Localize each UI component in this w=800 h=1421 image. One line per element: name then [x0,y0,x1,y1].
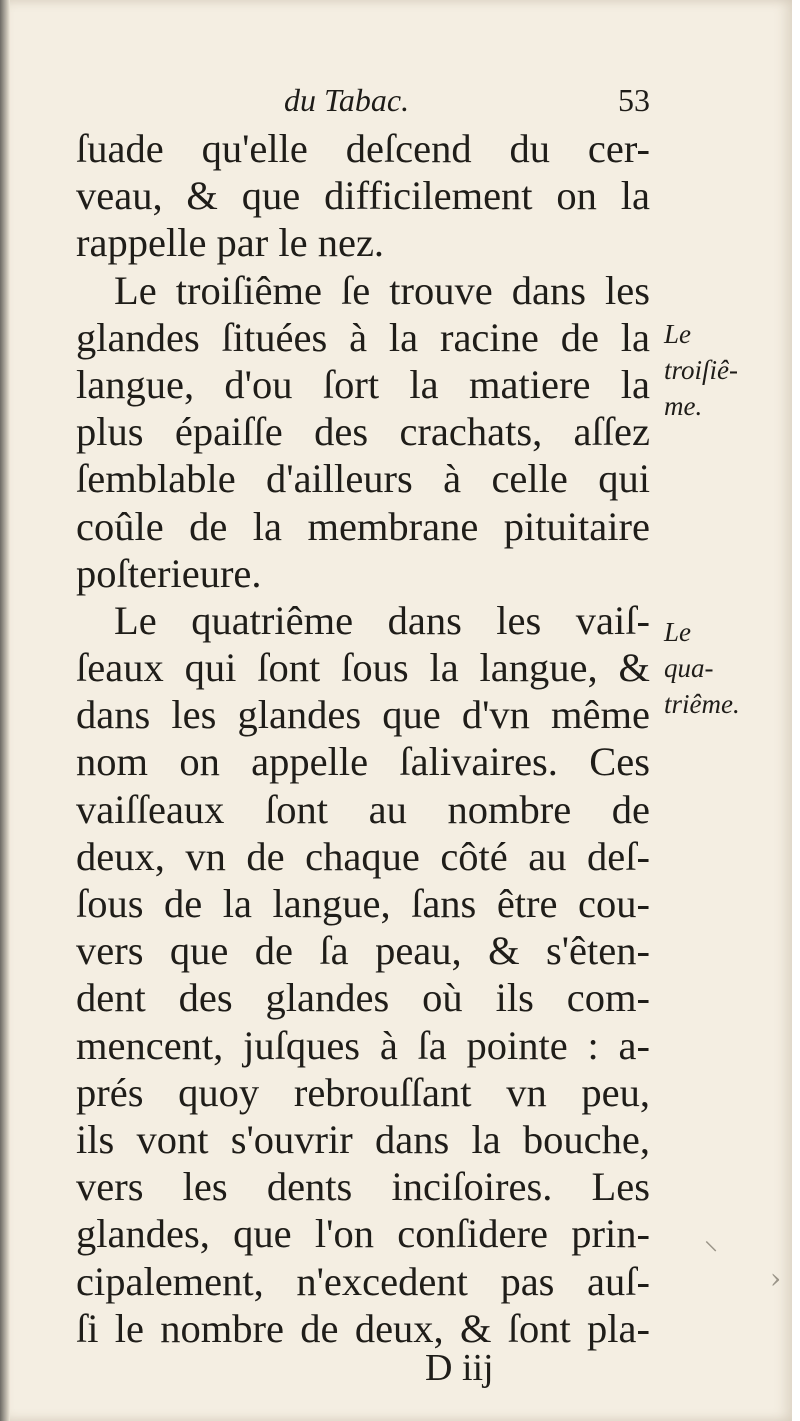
text-line: dent des glandes où ils com- [76,975,650,1021]
text-line: glandes, que l'on conſidere prin- [76,1211,650,1257]
page-gutter [0,0,10,1421]
text-line: vers les dents inciſoires. Les [76,1164,650,1210]
text-line: Le troiſiême ſe trouve dans les [114,267,650,313]
text-line: prés quoy rebrouſſant vn peu, [76,1069,650,1115]
running-title: du Tabac. [284,82,410,118]
margin-note-troisieme [664,316,790,424]
text-line: cipalement, n'excedent pas auſ- [76,1258,650,1304]
body-text [76,125,650,1352]
text-line: nom on appelle ſalivaires. Ces [76,739,650,785]
text-line: mencent, juſques à ſa pointe : a- [76,1022,650,1068]
text-line: poſterieure. [76,550,262,596]
text-line: veau, & que difficilement on la [76,173,650,219]
text-line: ſuade qu'elle deſcend du cer- [76,126,650,171]
margin-note-line: troiſiê- [664,355,738,385]
margin-note-line: me. [664,391,703,421]
page-number: 53 [618,82,650,118]
text-line: vers que de ſa peau, & s'êten- [76,928,650,974]
ink-smudge: ⸌ [704,1235,719,1268]
text-line: deux, vn de chaque côté au deſ- [76,833,650,879]
text-line: Le quatriême dans les vaiſ- [114,597,650,643]
text-line: dans les glandes que d'vn même [76,692,650,738]
margin-note-line: Le [664,319,691,349]
text-line: langue, d'ou ſort la matiere la [76,361,650,407]
margin-note-quatrieme [664,614,790,722]
margin-note-line: qua- [664,653,714,683]
signature-mark: D iij [425,1347,494,1389]
ink-smudge: › [770,1262,782,1295]
text-line: plus épaiſſe des crachats, aſſez [76,409,650,455]
text-line: ſemblable d'ailleurs à celle qui [76,456,650,502]
text-line: ſi le nombre de deux, & ſont pla- [76,1305,650,1351]
text-line: ſeaux qui ſont ſous la langue, & [76,645,650,691]
text-line: rappelle par le nez. [76,220,385,266]
running-head [76,82,650,126]
text-line: vaiſſeaux ſont au nombre de [76,786,650,832]
text-line: ils vont s'ouvrir dans la bouche, [76,1116,650,1162]
margin-note-line: triême. [664,689,740,719]
text-line: glandes ſituées à la racine de la [76,314,650,360]
text-line: coûle de la membrane pituitaire [76,503,650,549]
margin-note-line: Le [664,617,691,647]
text-line: ſous de la langue, ſans être cou- [76,881,650,926]
